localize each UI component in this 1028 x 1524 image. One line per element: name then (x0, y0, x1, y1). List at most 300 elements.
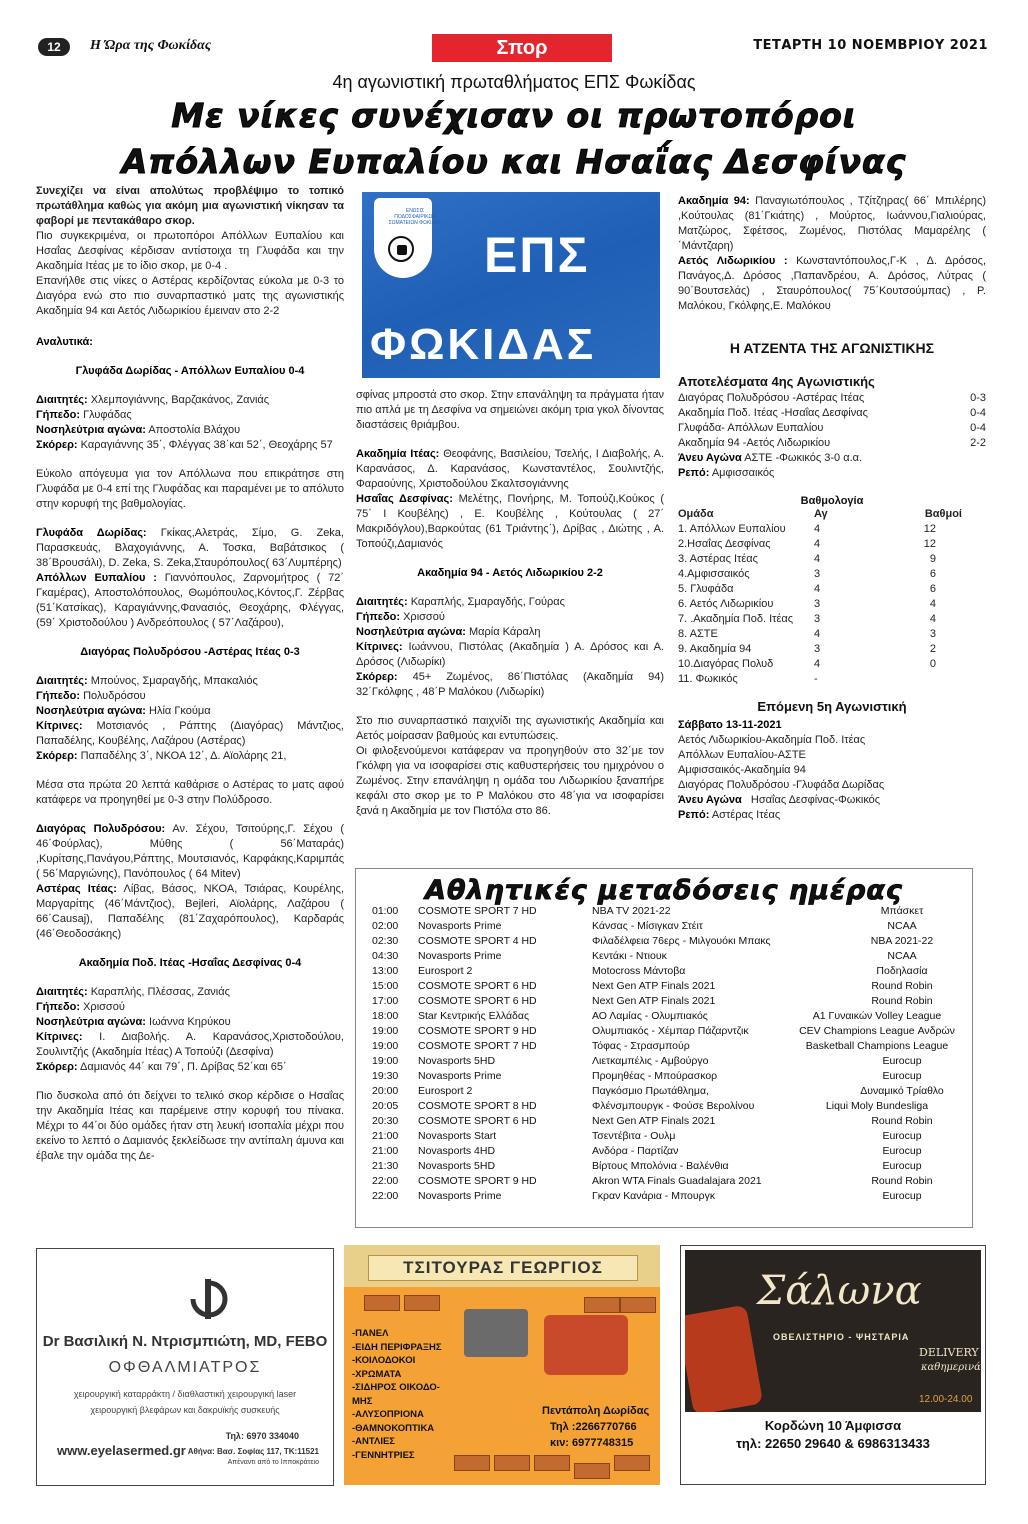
label: Κίτρινες: (36, 1031, 83, 1043)
referees: Καραπλής, Σμαραγδής, Γούρας (410, 596, 565, 608)
next-round-title: Επόμενη 5η Αγωνιστική (757, 699, 907, 714)
yellow-cards: Μοτσιανός , Ράπτης (Διαγόρας) Μάντζιος, Παπαδέλης, Κουβέλης, Λαζάρου (Αστέρας) (36, 720, 344, 747)
match-report: Στο πιο συναρπαστικό παιχνίδι της αγωνιστικής Ακαδημία και Αετός μοίρασαν βαθμούς και εντυπώσεις. (356, 715, 664, 742)
header-points: Βαθμοί (924, 508, 962, 520)
games: 4 (814, 523, 821, 535)
tv-listing-row (372, 1160, 962, 1175)
result-row (678, 421, 986, 436)
label: Ακαδημία Ιτέας: (356, 448, 440, 460)
nurse: Μαρία Κάραλη (469, 626, 541, 638)
tv-event: Τόφας - Στρασμπούρ (592, 1040, 690, 1052)
tv-time: 01:00 (372, 905, 399, 917)
points: 9 (929, 553, 936, 565)
tv-channel: Novasports 5HD (418, 1055, 496, 1067)
result-row (678, 391, 986, 406)
label: Απόλλων Ευπαλίου : (36, 572, 157, 584)
tv-channel: Novasports Prime (418, 1070, 502, 1082)
points: 12 (923, 523, 936, 535)
tv-category: Eurocup (882, 1190, 922, 1202)
issue-date: ΤΕΤΑΡΤΗ 10 ΝΟΕΜΒΡΙΟΥ 2021 (753, 38, 988, 53)
match-report: Εύκολο απόγευμα για τον Απόλλωνα που επικράτησε στη Γλυφάδα με 0-4 επί της Γλυφάδας και παραμένει με το απόλυτο στην κορυφή της βαθμολογίας. (36, 468, 344, 510)
result-match: Ακαδημία 94 -Αετός Λιδωρικίου (678, 437, 831, 449)
tv-channel: Novasports Start (418, 1130, 497, 1142)
tv-time: 02:30 (372, 935, 399, 947)
tv-listing-row (372, 1130, 962, 1145)
tv-channel: COSMOTE SPORT 4 HD (418, 935, 537, 947)
tv-event: Next Gen ATP Finals 2021 (592, 1115, 716, 1127)
next-game: Διαγόρας Πολυδρόσου -Γλυφάδα Δωρίδας (678, 779, 885, 791)
roof-tiles-icon (544, 1315, 628, 1375)
tv-time: 21:00 (372, 1145, 399, 1157)
tsitouras-ad (344, 1245, 660, 1485)
results-table (678, 391, 986, 451)
tv-listing-row (372, 980, 962, 995)
tv-event: Προμηθέας - Μπούρασκορ (592, 1070, 718, 1082)
tv-category: Eurocup (882, 1130, 922, 1142)
tv-listing-row (372, 1100, 962, 1115)
tv-listing-row (372, 1055, 962, 1070)
tv-category: CEV Champions League Ανδρών (799, 1025, 955, 1037)
tv-time: 20:05 (372, 1100, 399, 1112)
tv-channel: COSMOTE SPORT 9 HD (418, 1025, 537, 1037)
team: 2.Ησαΐας Δεσφίνας (678, 538, 771, 550)
football-icon (388, 236, 414, 262)
tv-category: Eurocup (882, 1055, 922, 1067)
tv-category: Eurocup (882, 1070, 922, 1082)
tv-channel: Eurosport 2 (418, 965, 473, 977)
yellow-cards: Ιωάννου, Πιστόλας (Ακαδημία ) Α. Δρόσος και Α. Δρόσος (Λιδωρίκι) (356, 641, 664, 668)
analytika-label: Αναλυτικά: (36, 336, 93, 348)
tv-event: Φλένσμπουργκ - Φούσε Βερολίνου (592, 1100, 755, 1112)
points: 2 (929, 643, 936, 655)
label: Γήπεδο: (36, 409, 81, 421)
label: Γήπεδο: (36, 1001, 81, 1013)
agenda (678, 340, 986, 823)
section-label: Σπορ (432, 34, 612, 62)
match-title: Διαγόρας Πολυδρόσου -Αστέρας Ιτέας 0-3 (80, 646, 300, 658)
tv-channel: Novasports Prime (418, 920, 502, 932)
tv-category: Round Robin (871, 980, 933, 992)
results-title: Αποτελέσματα 4ης Αγωνιστικής (678, 374, 875, 389)
tv-time: 18:00 (372, 1010, 399, 1022)
shop-phone: Τηλ :2266770766 (550, 1421, 637, 1433)
lineup: Θεοφάνης, Βασιλείου, Τσελής, Ι Διαβολής, Α. Καρανάσος, Δ. Καρανάσος, Κωνσταντέλος, Σουλιντζής, Φαραούνης, Χριστοδούλου Σκαλτσογιάννης (356, 448, 665, 490)
label: Διαιτητές: (36, 394, 88, 406)
tv-category: Eurocup (882, 1145, 922, 1157)
games: 4 (814, 583, 821, 595)
label: Αετός Λιδωρικίου : (678, 255, 788, 267)
label: Άνευ Αγώνα (678, 452, 742, 464)
rest-value: Αστέρας Ιτέας (711, 809, 781, 821)
match-report: Πιο δυσκολα από ότι δείχνει το τελικό σκορ κέρδισε ο Ησαΐας την Ακαδημία Ιτέας και παρέμεινε στην κορυφή του πίνακα. Μέχρι το 44΄οι δύο ομάδες ήταν στη λευκή ισοπαλία μέχρι που εκείνο το λεπτό ο Δαμιανός ξεκλείδωσε την αντίπαλη άμυνα και έβαλε την ομάδα της Δε- (36, 1090, 344, 1162)
tv-channel: COSMOTE SPORT 9 HD (418, 1175, 537, 1187)
label: Διαιτητές: (36, 675, 88, 687)
tv-channel: Star Κεντρικής Ελλάδας (418, 1010, 530, 1022)
team: 5. Γλυφάδα (678, 583, 734, 595)
no-game-value: Ησαΐας Δεσφίνας-Φωκικός (750, 794, 881, 806)
tv-listing-row (372, 1025, 962, 1040)
label: Ακαδημία 94: (678, 195, 750, 207)
team: 1. Απόλλων Ευπαλίου (678, 523, 786, 535)
doctor-name: Dr Βασιλική Ν. Ντρισμπιώτη, MD, FEBO (42, 1333, 328, 1350)
tv-time: 21:00 (372, 1130, 399, 1142)
tv-event: Φιλαδέλφεια 76ερς - Μιλγουόκι Μπακς (592, 935, 771, 947)
logo-text: ΕΠΣ (484, 227, 590, 283)
games: 4 (814, 538, 821, 550)
delivery-hours: 12.00-24.00 (919, 1394, 973, 1405)
result-row (678, 436, 986, 451)
lineup: Λίβας, Βάσος, ΝΚΟΑ, Τσιάρας, Κουρέλης, Μαργαρίτης (46΄Μάντζιος), Bejleri, Αϊολάρης, Λαζάρου ( 66΄Causaj), Παπαδέλης (81΄Ζαχαρόπουλος), Καρδαράς (46΄Θεοδοσάκης) (36, 883, 345, 940)
points: 3 (929, 628, 936, 640)
tv-listing-row (372, 1040, 962, 1055)
tv-event: Βίρτους Μπολόνια - Βαλένθια (592, 1160, 729, 1172)
games: 4 (814, 658, 821, 670)
label: Σκόρερ: (36, 1061, 78, 1073)
tv-event: Γκραν Κανάρια - Μπουργκ (592, 1190, 716, 1202)
doctor-title: ΟΦΘΑΛΜΙΑΤΡΟΣ (108, 1359, 262, 1376)
result-match: Ακαδημία Ποδ. Ιτέας -Ησαΐας Δεσφίνας (678, 407, 868, 419)
label: Άνευ Αγώνα (678, 794, 742, 806)
headline-line-2: Απόλλων Ευπαλίου και Ησαΐας Δεσφίνας (121, 142, 907, 181)
tv-time: 02:00 (372, 920, 399, 932)
tv-channel: COSMOTE SPORT 7 HD (418, 1040, 537, 1052)
tv-category: Δυναμικό Τρίαθλο (860, 1085, 944, 1097)
referees: Καραπλής, Πλέσσας, Ζανιάς (90, 986, 230, 998)
label: Διαιτητές: (36, 986, 88, 998)
delivery-label: DELIVERY (919, 1346, 979, 1359)
label: Γήπεδο: (356, 611, 401, 623)
tv-time: 20:00 (372, 1085, 399, 1097)
tv-category: Basketball Champions League (805, 1040, 949, 1052)
games: 3 (814, 613, 821, 625)
tv-time: 15:00 (372, 980, 399, 992)
lineup: Παναγιωτόπουλος , Τζίτζηρας( 66΄ Μπιλέρης) ,Κούτουλας (81΄Γκιάτης) , Μούρτος, Ιωάννου,Γιαλιούρας, Ματζώρος, Σφέτσος, Ζωμένος, Πιστόλας Μαμαρέλης ( ΄Μάντζαρη) (678, 195, 987, 252)
games: 4 (814, 553, 821, 565)
tv-category: NBA 2021-22 (870, 935, 934, 947)
next-game: Αμφισσαικός-Ακαδημία 94 (678, 764, 806, 776)
tv-event: Κάνσας - Μίσιγκαν Στέιτ (592, 920, 703, 932)
article-column-1 (36, 184, 344, 1174)
match-title: Ακαδημία Ποδ. Ιτέας -Ησαΐας Δεσφίνας 0-4 (78, 957, 302, 969)
tv-category: Liqui Moly Bundesliga (825, 1100, 929, 1112)
doctor-address: Αθήνα: Βασ. Σοφίας 117, ΤΚ:11521 (187, 1447, 319, 1456)
tv-category: Eurocup (882, 1160, 922, 1172)
standings-title: Βαθμολογία (800, 495, 864, 507)
doctor-desc: χειρουργική βλεφάρων και δακρυϊκής συσκευής (90, 1405, 280, 1415)
tv-time: 22:00 (372, 1190, 399, 1202)
result-score: 0-4 (970, 407, 986, 419)
standings-row (678, 597, 986, 612)
standings-row (678, 657, 986, 672)
points: 0 (929, 658, 936, 670)
points: 4 (929, 598, 936, 610)
next-game: Αετός Λιδωρικίου-Ακαδημία Ποδ. Ιτέας (678, 734, 866, 746)
games: 3 (814, 568, 821, 580)
standings-row (678, 642, 986, 657)
tv-event: Motocross Μάντοβα (592, 965, 686, 977)
article-column-3 (678, 194, 986, 324)
tv-category: Round Robin (871, 995, 933, 1007)
tv-listing-row (372, 1085, 962, 1100)
article-kicker: 4η αγωνιστική πρωταθλήματος ΕΠΣ Φωκίδας (332, 72, 696, 92)
tv-time: 19:00 (372, 1025, 399, 1037)
tv-channel: COSMOTE SPORT 6 HD (418, 1115, 537, 1127)
next-game: Απόλλων Ευπαλίου-ΑΣΤΕ (678, 749, 806, 761)
restaurant-phone: τηλ: 22650 29640 & 6986313433 (736, 1436, 930, 1451)
tv-channel: COSMOTE SPORT 8 HD (418, 1100, 537, 1112)
tv-channel: COSMOTE SPORT 7 HD (418, 905, 537, 917)
agenda-title: Η ΑΤΖΕΝΤΑ ΤΗΣ ΑΓΩΝΙΣΤΙΚΗΣ (729, 340, 935, 356)
games: 3 (814, 643, 821, 655)
tv-event: Παγκόσμιο Πρωτάθλημα, (592, 1085, 709, 1097)
eps-fokidas-logo (362, 192, 660, 378)
ground: Χρισσού (83, 1001, 125, 1013)
match-report: σφίνας μπροστά στο σκορ. Στην επανάληψη τα πράγματα ήταν πιο απλά με τη Δεσφίνα να σημειώνει ακόμη τρια γκολ δίνοντας διαστάσεις θριάμβου. (356, 389, 664, 431)
nurse: Ιωάννα Κηρύκου (149, 1016, 231, 1028)
restaurant-type: ΟΒΕΛΙΣΤΗΡΙΟ - ΨΗΣΤΑΡΙΑ (773, 1332, 910, 1342)
next-round-date: Σάββατο 13-11-2021 (678, 719, 782, 731)
tv-category: Μπάσκετ (880, 905, 924, 917)
label: Κίτρινες: (36, 720, 83, 732)
delivery-days: καθημερινά (921, 1362, 981, 1373)
standings-row (678, 627, 986, 642)
team: 7. .Ακαδημία Ποδ. Ιτέας (678, 613, 794, 625)
result-score: 2-2 (970, 437, 986, 449)
tv-listing-row (372, 995, 962, 1010)
clinic-logo-icon (189, 1277, 229, 1321)
label: Σκόρερ: (356, 671, 398, 683)
team: 3. Αστέρας Ιτέας (678, 553, 758, 565)
tv-time: 21:30 (372, 1160, 399, 1172)
shop-mobile: κιν: 6977748315 (550, 1437, 634, 1449)
shop-name: ΤΣΙΤΟΥΡΑΣ ΓΕΩΡΓΙΟΣ (368, 1255, 638, 1281)
product-item: -ΠΑΝΕΛ (352, 1328, 389, 1339)
product-item: -ΓΕΝΝΗΤΡΙΕΣ (352, 1449, 415, 1461)
scorers: 45+ Ζωμένος, 86΄Πιστόλας (Ακαδημία 94) 32΄Γκόλφης , 48΄Ρ Μαλόκου (Λιδωρίκι) (356, 671, 664, 698)
tv-time: 19:00 (372, 1055, 399, 1067)
nurse: Αποστολία Βλάχου (148, 424, 241, 436)
label: Γήπεδο: (36, 690, 81, 702)
standings-row (678, 612, 986, 627)
tv-event: Τσεντέβιτα - Ουλμ (592, 1130, 676, 1142)
scorers: Δαμιανός 44΄ και 79΄, Π. Δρίβας 52΄και 65΄ (80, 1061, 287, 1073)
label: Γλυφάδα Δωρίδας: (36, 527, 147, 539)
tv-listing-row (372, 905, 962, 920)
label: Διαιτητές: (356, 596, 408, 608)
doctor-ad (36, 1248, 334, 1486)
next-games-list (678, 733, 986, 793)
label: Νοσηλεύτρια αγώνα: (36, 1016, 146, 1028)
ground: Γλυφάδας (83, 409, 132, 421)
product-item: -ΕΙΔΗ ΠΕΡΙΦΡΑΞΗΣ (352, 1341, 442, 1353)
standings-row (678, 567, 986, 582)
standings-row (678, 537, 986, 552)
tv-event: NBA TV 2021-22 (592, 905, 671, 917)
tv-event: Κεντάκι - Ντιουκ (592, 950, 667, 962)
tv-category: Round Robin (871, 1175, 933, 1187)
tv-listing-row (372, 950, 962, 965)
doctor-phone: Τηλ: 6970 334040 (225, 1431, 299, 1441)
tv-listings-title: Αθλητικές μεταδόσεις ημέρας (425, 875, 903, 906)
tv-time: 04:30 (372, 950, 399, 962)
tv-listing-row (372, 1115, 962, 1130)
label: Νοσηλεύτρια αγώνα: (356, 626, 466, 638)
tv-listing-row (372, 1175, 962, 1190)
doctor-website[interactable]: www.eyelasermed.gr (57, 1443, 186, 1458)
ground: Χρισσού (403, 611, 445, 623)
salona-ad (680, 1245, 986, 1485)
team: 6. Αετός Λιδωρικίου (678, 598, 774, 610)
article-paragraph: Επανήλθε στις νίκες ο Αστέρας κερδίζοντας εύκολα με 0-3 το Διαγόρα ενώ στο πιο συναρπαστικό ματς της αγωνιστικής Ακαδημία 94 και Αετός Λιδωρικίου έμειναν στο 2-2 (36, 275, 344, 317)
product-item: -ΚΟΙΛΟΔΟΚΟΙ (352, 1355, 416, 1366)
games: 4 (814, 628, 821, 640)
product-item: -ΧΡΩΜΑΤΑ (352, 1368, 402, 1380)
tv-listing-row (372, 1190, 962, 1205)
label: Κίτρινες: (356, 641, 403, 653)
standings-table (678, 507, 986, 687)
tv-event: ΑΟ Λαμίας - Ολυμπιακός (592, 1010, 708, 1022)
publication-name: Η Ώρα της Φωκίδας (90, 38, 212, 53)
product-item: -ΣΙΔΗΡΟΣ ΟΙΚΟΔΟ- (352, 1382, 440, 1393)
tv-channel: Novasports Prime (418, 1190, 502, 1202)
product-item: -ΘΑΜΝΟΚΟΠΤΙΚΑ (352, 1422, 435, 1434)
page-number: 12 (38, 38, 70, 56)
result-row (678, 406, 986, 421)
tv-event: Ολυμπιακός - Χέμπαρ Πάζαρντζικ (592, 1025, 749, 1037)
tv-category: Ποδηλασία (876, 965, 928, 977)
headline-line-1: Με νίκες συνέχισαν οι πρωτοπόροι (171, 96, 857, 135)
scorers: Καραγιάννης 35΄, Φλέγγας 38΄και 52΄, Θεοχάρης 57 (80, 439, 333, 451)
match-title: Γλυφάδα Δωρίδας - Απόλλων Ευπαλίου 0-4 (75, 365, 305, 377)
no-game-value: ΑΣΤΕ -Φωκικός 3-0 α.α. (744, 452, 863, 464)
standings-row (678, 522, 986, 537)
tv-channel: COSMOTE SPORT 6 HD (418, 980, 537, 992)
skewers-icon (685, 1305, 763, 1412)
fence-icon (464, 1309, 528, 1357)
tv-category: Α1 Γυναικών Volley League (812, 1010, 942, 1022)
result-match: Γλυφάδα- Απόλλων Ευπαλίου (678, 422, 824, 434)
product-item: -ΑΛΥΣΟΠΡΙΟΝΑ (352, 1409, 424, 1420)
article-paragraph: Πιο συγκεκριμένα, οι πρωτοπόροι Απόλλων Ευπαλίου και Ησαΐας Δεσφίνας κέρδισαν αντίστοιχα τη Γλυφάδα και την Ακαδημία Ιτέας με το ίδιο σκορ, με 0-4 . (36, 230, 344, 272)
tv-time: 19:30 (372, 1070, 399, 1082)
tv-event: Λιετκαμπέλις - Αμβούργο (592, 1055, 709, 1067)
shield-text: ΕΝΩΣΙΣ ΠΟΔΟΣΦΑΙΡΙΚΩΝ ΣΩΜΑΤΕΙΩΝ ΦΩΚΙΔΑΣ (388, 208, 442, 226)
shop-place: Πεντάπολη Δωρίδας (542, 1405, 650, 1417)
yellow-cards: Ι. Διαβολής. Α. Καρανάσος,Χριστοδούλου, Σουλιντζής (Ακαδημία Ιτέας) Α Τοπούζι (Δεσφίνα) (36, 1031, 344, 1058)
label: Νοσηλεύτρια αγώνα: (36, 705, 146, 717)
tv-time: 20:30 (372, 1115, 399, 1127)
team: 11. Φωκικός (678, 673, 738, 685)
tv-listing-row (372, 1070, 962, 1085)
result-score: 0-3 (970, 392, 986, 404)
lineup: Αν. Σέχου, Τσιτούρης,Γ. Σέχου ( 46΄Φούρλας), Μύθης ( 56΄Ματαράς) ,Κυρίτσης,Πανάγου,Ράπτης, Μουτσιανός, Καρφάκης,Καριμπάς ( 56΄Μαργιώνης), Πανόπουλος ( 64 Mitev) (36, 823, 344, 880)
tv-category: Round Robin (871, 1115, 933, 1127)
product-list (352, 1327, 462, 1462)
article-column-2 (356, 388, 664, 829)
tv-time: 13:00 (372, 965, 399, 977)
games: 3 (814, 598, 821, 610)
tv-event: Ανδόρα - Παρτίζαν (592, 1145, 679, 1157)
tv-listing-row (372, 965, 962, 980)
label: Διαγόρας Πολυδρόσου: (36, 823, 166, 835)
standings-row (678, 672, 986, 687)
points: 12 (923, 538, 936, 550)
tv-event: Akron WTA Finals Guadalajara 2021 (592, 1175, 762, 1187)
points: 6 (929, 568, 936, 580)
referees: Μπούνος, Σμαραγδής, Μπακαλιός (90, 675, 258, 687)
product-item: -ΑΝΤΛΙΕΣ (352, 1436, 395, 1447)
tv-channel: COSMOTE SPORT 6 HD (418, 995, 537, 1007)
label: Αστέρας Ιτέας: (36, 883, 117, 895)
label: Σκόρερ: (36, 439, 78, 451)
rest-value: Αμφισσαικός (711, 467, 775, 479)
match-report: Οι φιλοξενούμενοι κατάφεραν να προηγηθούν στο 32΄με τον Γκόλφη για να ισοφαρίσει στις καθυστερήσεις του ημιχρόνου ο Ζωμένος. Στην επανάληψη η ομάδα του Λιδωρικίου ξαναπήρε κεφάλι στο σκορ με το Ρ Μαλόκου στο 48΄για να ισοφαρίσει ξανά η Ακαδημία με τον Πιστόλα στο 86. (356, 745, 664, 817)
scorers: Παπαδέλης 3΄, ΝΚΟΑ 12΄, Δ. Αϊολάρης 21, (80, 750, 287, 762)
product-item: ΜΗΣ (352, 1395, 373, 1407)
ground: Πολυδρόσου (83, 690, 146, 702)
tv-time: 17:00 (372, 995, 399, 1007)
team: 4.Αμφισσαικός (678, 568, 750, 580)
lineup: Γκίκας,Αλετράς, Σίμο, G. Zeka, Παρασκευάς, Βλαχογιάννης, Α. Τοσκα, Βαβάτσικος ( 38΄Βρουσάλι), D. Zeka, S. Zeka,Σταυρόπουλος( 63΄Λυμπέρης) (36, 527, 344, 569)
doctor-desc: χειρουργική καταρράκτη / διαθλαστική χειρουργική laser (73, 1389, 297, 1399)
tv-event: Next Gen ATP Finals 2021 (592, 995, 716, 1007)
tv-channel: Novasports 5HD (418, 1160, 496, 1172)
tv-listing-row (372, 1010, 962, 1025)
tv-time: 22:00 (372, 1175, 399, 1187)
restaurant-address: Κορδώνη 10 Άμφισσα (764, 1418, 902, 1433)
tv-channel: Novasports Prime (418, 950, 502, 962)
standings-header (678, 507, 986, 522)
standings-row (678, 582, 986, 597)
standings-row (678, 552, 986, 567)
restaurant-name: Σάλωνα (757, 1268, 922, 1314)
header-games: Αγ (814, 508, 828, 520)
label: Νοσηλεύτρια αγώνα: (36, 424, 146, 436)
tv-channel: Novasports 4HD (418, 1145, 496, 1157)
match-report: Μέσα στα πρώτα 20 λεπτά καθάρισε ο Αστέρας το ματς αφού κατάφερε να προηγηθεί με 0-3 στην Πολύδροσο. (36, 779, 344, 806)
tv-time: 19:00 (372, 1040, 399, 1052)
nurse: Ηλία Γκούμα (149, 705, 211, 717)
match-title: Ακαδημία 94 - Αετός Λιδωρικίου 2-2 (417, 567, 603, 579)
team: 9. Ακαδημία 94 (678, 643, 752, 655)
games: - (814, 673, 818, 685)
doctor-address-note: Απέναντι από το Ιπποκράτειο (227, 1459, 319, 1466)
label: Σκόρερ: (36, 750, 78, 762)
article-lead: Συνεχίζει να είναι απολύτως προβλέψιμο το τοπικό πρωτάθλημα καθώς για ακόμη μια αγωνιστική νίκησαν τα φαβορί με πεντακάθαρο σκορ. (36, 185, 344, 227)
result-score: 0-4 (970, 422, 986, 434)
label: Ησαΐας Δεσφίνας: (356, 493, 453, 505)
points: 4 (929, 613, 936, 625)
referees: Χλεμπογιάννης, Βαρζακάνος, Ζανιάς (90, 394, 270, 406)
lineup: Γιαννόπουλος, Ζαρνομήτρος ( 72΄ Γκαμέρας), Αποστολόπουλος, Θωμόπουλος,Κόντος,Γ. Ζέρβας (51΄Κατσίκας), Καραγιάννης,Φανασιός, Θεοχάρης, Φλέγγας,(59΄ Χριστοδούλου ) Ανδρεόπουλος ( 57΄Λαζάρου), (36, 572, 344, 629)
points (894, 672, 986, 687)
tv-event: Next Gen ATP Finals 2021 (592, 980, 716, 992)
lineup: Μελέτης, Πονήρης, Μ. Τοπούζι,Κούκος ( 75΄ Ι Κουβέλης) , Ε. Κουβέλης , Κούτουλας ( 27΄ Μακριδόγλου),Βαρκούτας (61 Τριάντης΄), Δρίβας , Διώτης , Α. Τοπούζι,Δαμιανός (356, 493, 664, 550)
label: Ρεπό: (678, 809, 710, 821)
tv-listing-row (372, 935, 962, 950)
team: 10.Διαγόρας Πολυδ (678, 658, 774, 670)
tv-listing-row (372, 1145, 962, 1160)
logo-text: ΦΩΚΙΔΑΣ (370, 320, 597, 369)
tv-listings-box (355, 868, 973, 1228)
tv-listing-row (372, 920, 962, 935)
points: 6 (929, 583, 936, 595)
tv-channel: Eurosport 2 (418, 1085, 473, 1097)
tv-category: NCAA (887, 950, 917, 962)
label: Ρεπό: (678, 467, 710, 479)
header-team: Ομάδα (678, 508, 714, 520)
lineup: Κωνσταντόπουλος,Γ-Κ , Δ. Δρόσος, Πανάγος,Δ. Δρόσος ,Παπανδρέου, Α. Δρόσος, Λύτρας ( 90΄Βουτσελάς) , Σταυρόπουλος( 75΄Κουτσούμπας) , Ρ. Μαλόκου, Γκόλφης,Ε. Μαλόκου (678, 255, 986, 312)
